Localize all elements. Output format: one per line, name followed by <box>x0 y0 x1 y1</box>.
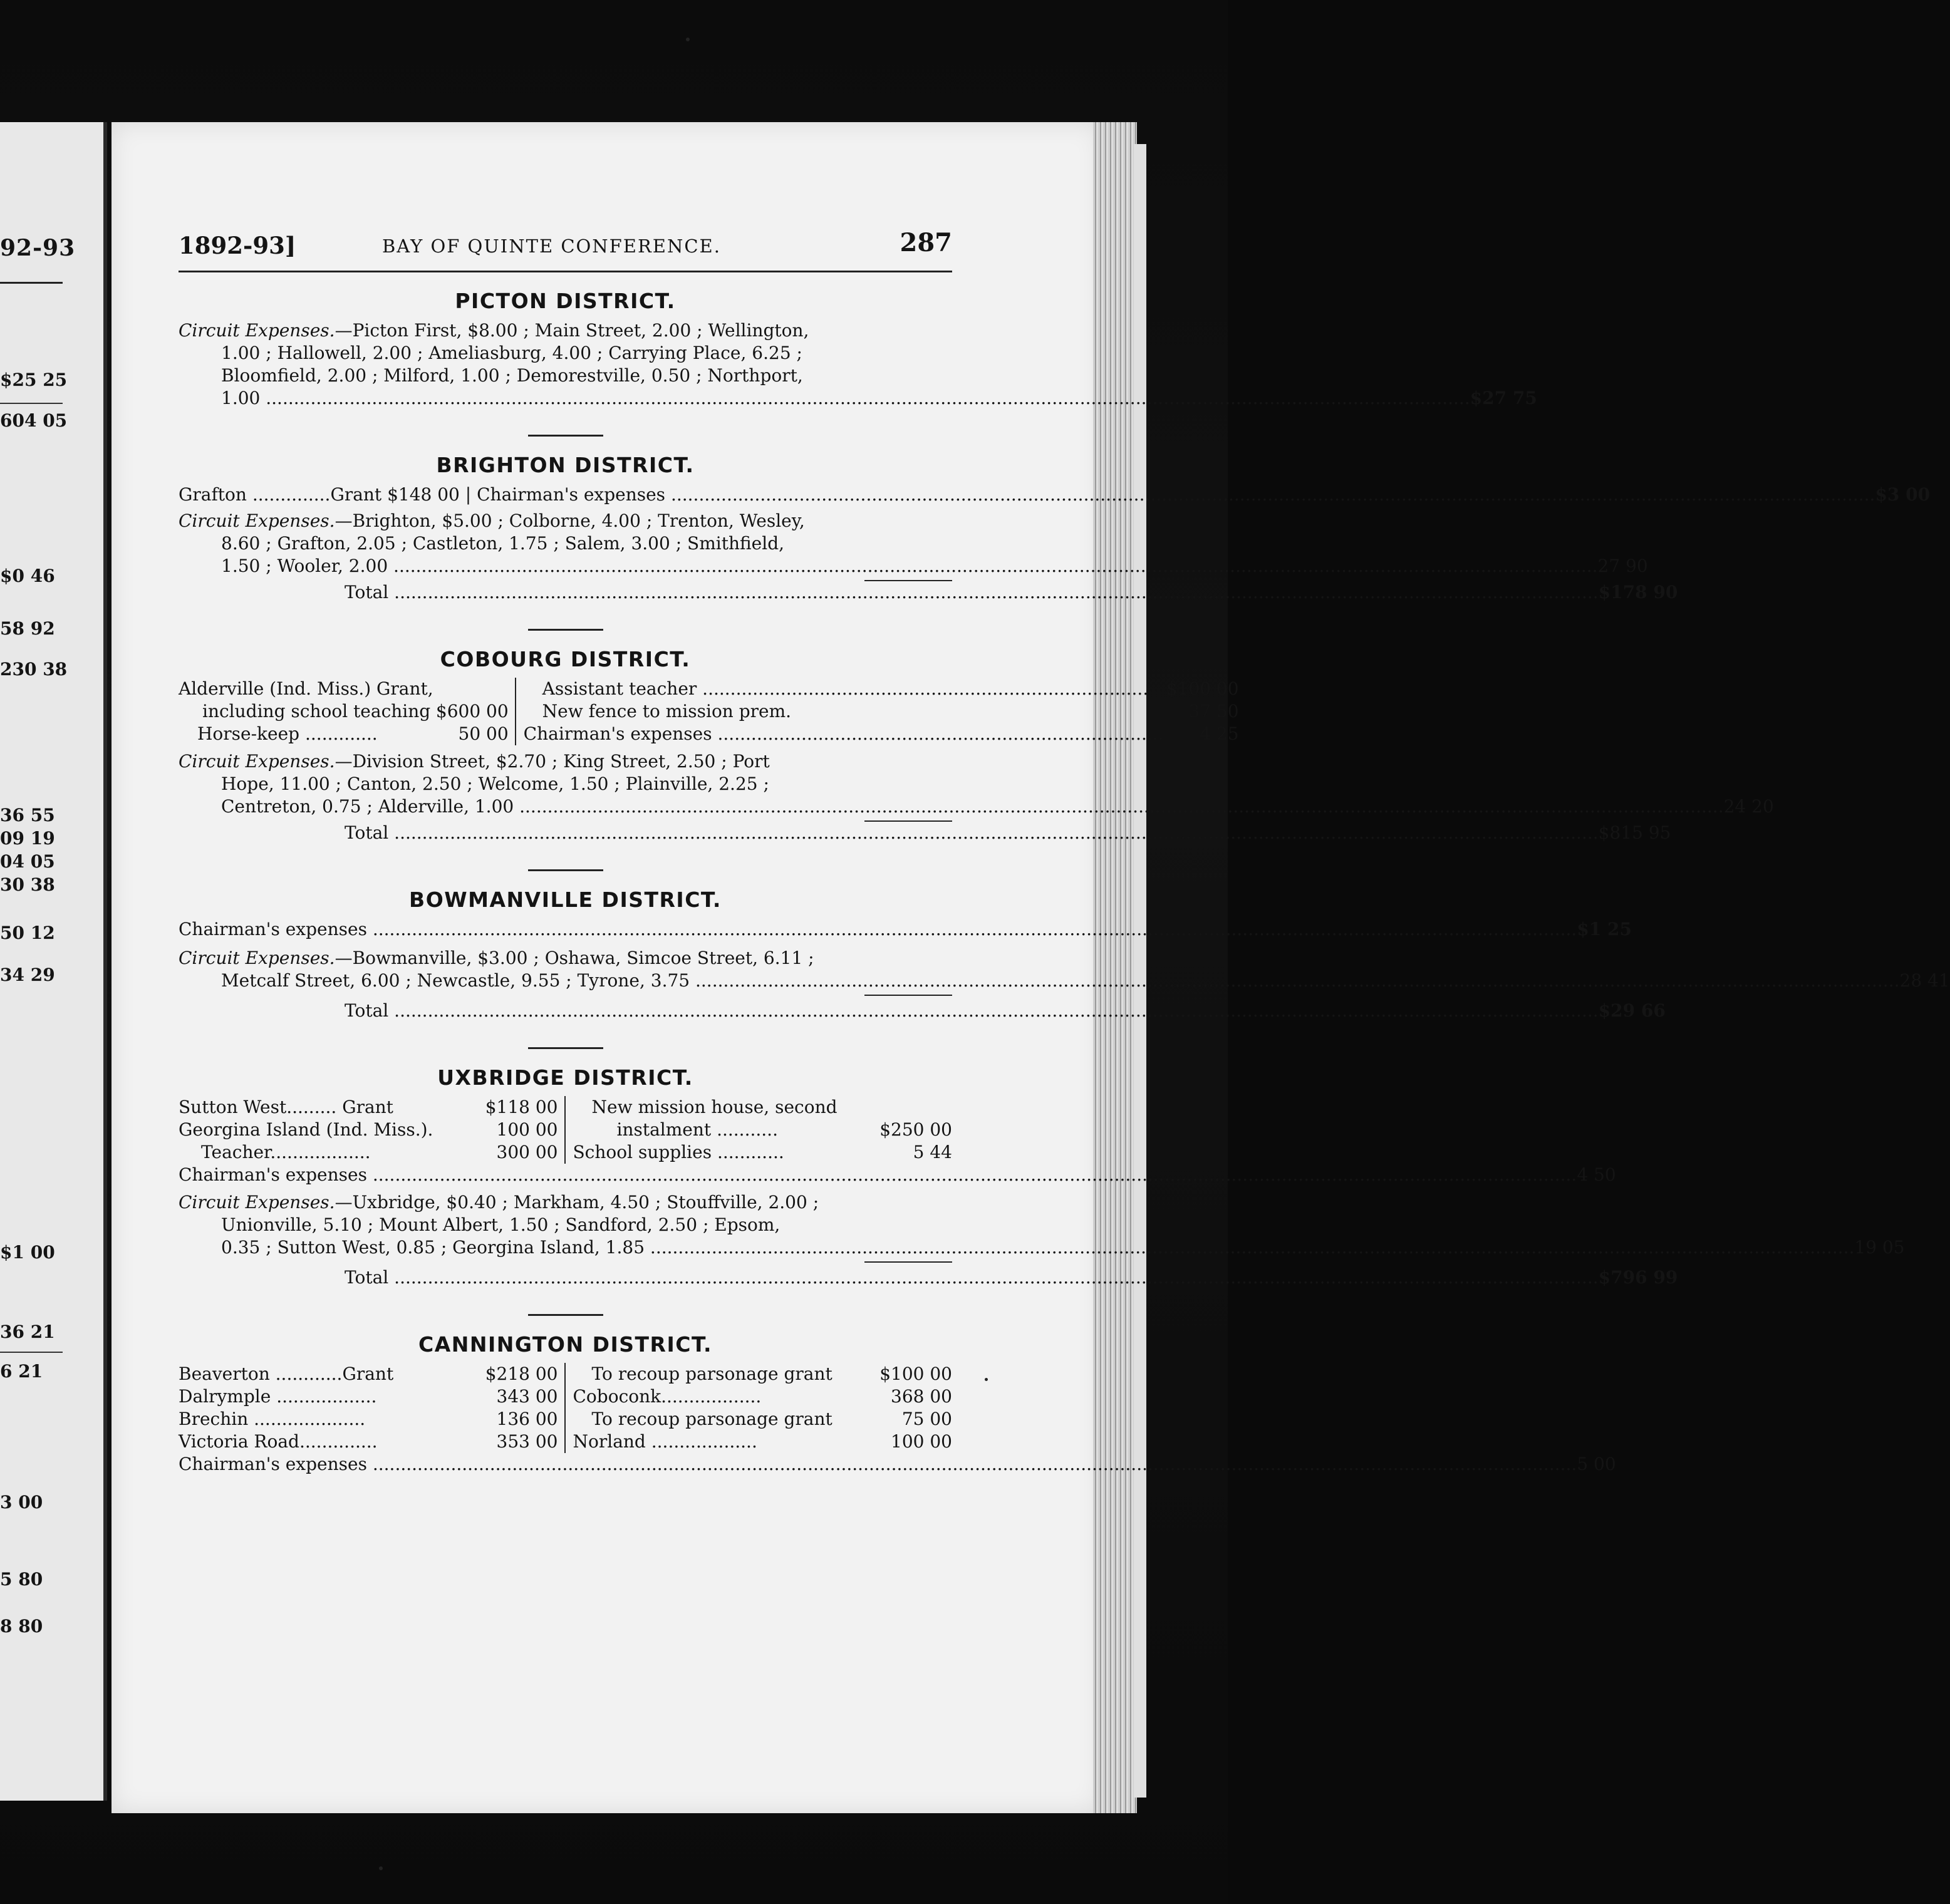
uxbridge-chairman-amount: 4 50 <box>1577 1164 1616 1185</box>
left-number: 04 05 <box>0 851 55 872</box>
circuit-text: —Bowmanville, $3.00 ; Oshawa, Simcoe Street, 6.11 ; <box>335 948 814 968</box>
header-rule <box>179 271 952 272</box>
row-value: 368 00 <box>891 1386 952 1407</box>
uxbridge-left-column <box>179 1096 566 1164</box>
total-rule <box>864 995 952 996</box>
row-value: 100 00 <box>496 1119 558 1140</box>
table-row <box>179 678 509 700</box>
table-row <box>179 1096 558 1119</box>
table-row <box>573 1408 953 1431</box>
table-row <box>573 1096 953 1119</box>
uxbridge-circuit-amount: 19 05 <box>1854 1237 1905 1258</box>
circuit-label: Circuit Expenses. <box>179 948 335 968</box>
row-value: $218 00 <box>485 1363 558 1384</box>
brighton-circuit-amount: 27 90 <box>1597 556 1648 576</box>
uxbridge-grant-table <box>179 1096 952 1164</box>
circuit-last-text: 0.35 ; Sutton West, 0.85 ; Georgina Island, 1.85 ..... <box>221 1236 1854 1259</box>
picton-circuit-last-row <box>179 387 1537 410</box>
row-value: $100 00 <box>879 1363 952 1384</box>
page-content <box>179 228 1950 1476</box>
total-rule <box>864 1261 952 1263</box>
table-row <box>573 1141 953 1164</box>
left-number: $25 25 <box>0 370 68 390</box>
table-row <box>179 1141 558 1164</box>
bowmanville-circuit-expenses <box>179 947 952 970</box>
picton-circuit-amount: $27 75 <box>1470 388 1537 408</box>
table-row <box>573 1363 953 1385</box>
row-value: $100 00 <box>1166 678 1239 699</box>
row-value: $250 00 <box>879 1119 952 1140</box>
row-label: Chairman's expenses ..... <box>524 723 1164 745</box>
bowmanville-circuit-last-row <box>179 970 1950 992</box>
left-number: 34 29 <box>0 965 55 985</box>
row-value: 100 00 <box>891 1431 952 1452</box>
left-number: 09 19 <box>0 828 55 849</box>
row-label: Norland ................... <box>573 1431 757 1452</box>
picton-circuit-expenses <box>179 319 952 387</box>
left-number: 230 38 <box>0 659 68 680</box>
bowmanville-total-row <box>179 1000 1666 1022</box>
bowmanville-chairman-row <box>179 918 1632 941</box>
circuit-last-text: 1.50 ; Wooler, 2.00 ..... <box>221 555 1598 577</box>
uxbridge-circuit-expenses <box>179 1191 952 1236</box>
scan-speck <box>985 1378 988 1381</box>
total-label: Total ..... <box>345 1000 1599 1022</box>
table-row <box>179 1363 558 1385</box>
row-label: New fence to mission prem. <box>542 701 792 722</box>
page-edges <box>1093 122 1137 1813</box>
row-label: To recoup parsonage grant <box>591 1409 832 1429</box>
row-label: To recoup parsonage grant <box>591 1363 832 1384</box>
left-number: 8 80 <box>0 1616 43 1637</box>
row-value: 5 44 <box>913 1142 952 1162</box>
cobourg-circuit-expenses <box>179 750 952 795</box>
row-label: School supplies ............ <box>573 1142 784 1162</box>
cannington-left-column <box>179 1363 566 1453</box>
table-row <box>524 678 1239 700</box>
row-label: including school teaching <box>202 701 431 722</box>
cobourg-circuit-amount: 24 20 <box>1723 796 1774 817</box>
circuit-text: 8.60 ; Grafton, 2.05 ; Castleton, 1.75 ; Salem, 3.00 ; Smithfield, <box>221 533 785 554</box>
table-row <box>179 1431 558 1453</box>
grafton-line: Grafton ..............Grant $148 00 | Chairman's expenses ..... <box>179 484 1875 506</box>
left-number: 6 21 <box>0 1361 43 1382</box>
brighton-total-amount: $178 90 <box>1598 582 1678 603</box>
conference-title: BAY OF QUINTE CONFERENCE. <box>382 235 721 257</box>
scan-speck <box>379 1866 383 1870</box>
uxbridge-total-row <box>179 1266 1678 1289</box>
left-number: 36 21 <box>0 1322 55 1342</box>
brighton-circuit-last-row <box>179 555 1648 577</box>
table-row <box>179 723 509 745</box>
scan-speck <box>686 38 690 41</box>
grafton-amount: $3 00 <box>1875 484 1931 505</box>
circuit-text: Hope, 11.00 ; Canton, 2.50 ; Welcome, 1.50 ; Plainville, 2.25 ; <box>221 773 769 794</box>
total-label: Total ..... <box>345 822 1599 844</box>
circuit-label: Circuit Expenses. <box>179 751 335 772</box>
row-label: Brechin .................... <box>179 1409 366 1429</box>
left-header-rule <box>0 282 63 284</box>
left-number: 50 12 <box>0 923 55 943</box>
circuit-text: Unionville, 5.10 ; Mount Albert, 1.50 ; Sandford, 2.50 ; Epsom, <box>221 1214 781 1235</box>
row-value: 343 00 <box>496 1386 558 1407</box>
cobourg-right-column <box>516 678 1239 745</box>
uxbridge-right-column <box>566 1096 953 1164</box>
row-label: Coboconk.................. <box>573 1386 762 1407</box>
cannington-district-title: CANNINGTON DISTRICT. <box>418 1332 712 1357</box>
section-separator <box>528 869 603 871</box>
left-rule <box>0 403 63 404</box>
table-row <box>179 1408 558 1431</box>
cannington-right-column <box>566 1363 953 1453</box>
page-number: 287 <box>900 228 952 257</box>
section-separator <box>528 435 603 437</box>
uxbridge-district-title: UXBRIDGE DISTRICT. <box>437 1065 693 1090</box>
table-row <box>524 700 1239 723</box>
section-separator <box>528 1047 603 1049</box>
chairman-label: Chairman's expenses ..... <box>179 918 1577 941</box>
brighton-circuit-expenses <box>179 510 952 555</box>
row-label: Sutton West......... Grant <box>179 1097 393 1117</box>
left-number: 5 80 <box>0 1569 43 1590</box>
brighton-grafton-row <box>179 484 1931 506</box>
left-facing-page <box>0 122 107 1801</box>
circuit-text: —Picton First, $8.00 ; Main Street, 2.00 ; Wellington, <box>335 320 809 341</box>
year-range: 1892-93] <box>179 232 296 259</box>
circuit-text: —Uxbridge, $0.40 ; Markham, 4.50 ; Stouffville, 2.00 ; <box>335 1192 819 1213</box>
bowmanville-circuit-amount: 28 41 <box>1899 970 1950 991</box>
bowmanville-district-title: BOWMANVILLE DISTRICT. <box>409 887 722 912</box>
row-value: 353 00 <box>496 1431 558 1452</box>
row-label: Assistant teacher ..... <box>542 678 1164 700</box>
cobourg-district-title: COBOURG DISTRICT. <box>440 647 691 671</box>
cobourg-grant-table <box>179 678 1239 745</box>
total-label: Total ..... <box>345 581 1599 604</box>
left-rule <box>0 1352 63 1353</box>
table-row <box>573 1385 953 1408</box>
row-value: 50 00 <box>458 723 509 744</box>
uxbridge-chairman-row <box>179 1164 1616 1186</box>
running-head <box>179 228 952 263</box>
row-label: Alderville (Ind. Miss.) Grant, <box>179 678 433 699</box>
left-number: 3 00 <box>0 1492 43 1513</box>
cobourg-total-row <box>179 822 1671 844</box>
row-label: Horse-keep ............. <box>197 723 378 744</box>
cannington-chairman-amount: 5 00 <box>1577 1454 1616 1474</box>
table-row <box>179 700 509 723</box>
row-label: Beaverton ............Grant <box>179 1363 394 1384</box>
left-number: 36 55 <box>0 805 55 825</box>
row-value: 136 00 <box>496 1409 558 1429</box>
table-row <box>524 723 1239 745</box>
row-value: 300 00 <box>496 1142 558 1162</box>
row-value: $600 00 <box>435 701 509 722</box>
cobourg-circuit-last-row <box>179 795 1774 818</box>
circuit-text: —Division Street, $2.70 ; King Street, 2.50 ; Port <box>335 751 770 772</box>
row-value: 4 25 <box>1200 723 1239 744</box>
uxbridge-circuit-last-row <box>179 1236 1905 1259</box>
left-number: 58 92 <box>0 618 55 639</box>
table-row <box>179 1385 558 1408</box>
section-separator <box>528 629 603 631</box>
circuit-text: 1.00 ; Hallowell, 2.00 ; Ameliasburg, 4.00 ; Carrying Place, 6.25 ; <box>221 343 802 363</box>
total-label: Total ..... <box>345 1266 1599 1289</box>
circuit-last-text: Metcalf Street, 6.00 ; Newcastle, 9.55 ; Tyrone, 3.75 ..... <box>221 970 1900 992</box>
cannington-chairman-row <box>179 1453 1616 1476</box>
left-number: 604 05 <box>0 410 68 431</box>
chairman-label: Chairman's expenses ..... <box>179 1164 1577 1186</box>
row-value: 37 50 <box>1188 701 1239 722</box>
chairman-label: Chairman's expenses ..... <box>179 1453 1577 1476</box>
circuit-label: Circuit Expenses. <box>179 510 335 531</box>
circuit-text: —Brighton, $5.00 ; Colborne, 4.00 ; Trenton, Wesley, <box>335 510 805 531</box>
row-label: New mission house, second <box>591 1097 838 1117</box>
cobourg-left-column <box>179 678 516 745</box>
bowmanville-chairman-amount: $1 25 <box>1577 919 1632 939</box>
left-number: $0 46 <box>0 566 55 586</box>
table-row <box>573 1431 953 1453</box>
row-value: 75 00 <box>901 1409 952 1429</box>
cannington-grant-table <box>179 1363 952 1453</box>
row-label: Victoria Road.............. <box>179 1431 378 1452</box>
left-number: 30 38 <box>0 874 55 895</box>
circuit-last-text: 1.00 ..... <box>221 387 1470 410</box>
left-page-header: 92-93 <box>0 235 76 261</box>
circuit-text: Bloomfield, 2.00 ; Milford, 1.00 ; Demorestville, 0.50 ; Northport, <box>221 365 803 386</box>
circuit-last-text: Centreton, 0.75 ; Alderville, 1.00 ..... <box>221 795 1724 818</box>
brighton-district-title: BRIGHTON DISTRICT. <box>436 453 695 477</box>
row-label: Georgina Island (Ind. Miss.). <box>179 1119 433 1140</box>
row-label: instalment ........... <box>616 1119 778 1140</box>
picton-district-title: PICTON DISTRICT. <box>455 289 676 313</box>
circuit-label: Circuit Expenses. <box>179 320 335 341</box>
row-value: $118 00 <box>485 1097 558 1117</box>
bowmanville-total-amount: $29 66 <box>1598 1000 1666 1021</box>
cobourg-total-amount: $815 95 <box>1598 822 1671 843</box>
table-row <box>179 1119 558 1141</box>
left-number: $1 00 <box>0 1242 55 1263</box>
circuit-label: Circuit Expenses. <box>179 1192 335 1213</box>
brighton-total-row <box>179 581 1678 604</box>
uxbridge-total-amount: $796 99 <box>1598 1267 1678 1288</box>
row-label: Teacher.................. <box>201 1142 371 1162</box>
section-separator <box>528 1314 603 1316</box>
table-row <box>573 1119 953 1141</box>
row-label: Dalrymple .................. <box>179 1386 377 1407</box>
